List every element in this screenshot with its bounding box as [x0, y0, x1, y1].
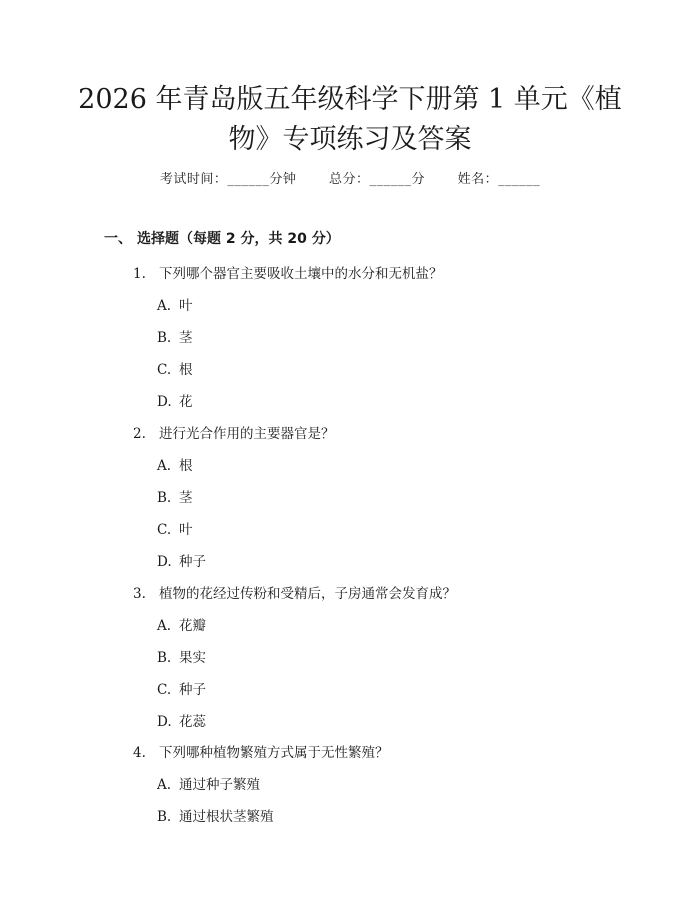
- exam-time-field: 考试时间：______分钟: [159, 172, 297, 187]
- question-1: [133, 262, 443, 282]
- option-text: 种子: [179, 554, 206, 570]
- question-1-option-b: [157, 326, 193, 346]
- option-text: 通过种子繁殖: [179, 777, 260, 793]
- question-1-option-c: [157, 358, 193, 378]
- option-letter: A.: [157, 298, 172, 314]
- question-2-option-c: [157, 518, 193, 538]
- question-3: [133, 582, 456, 602]
- option-text: 花蕊: [179, 714, 206, 730]
- question-2-option-b: [157, 486, 193, 506]
- section-number: 一、: [104, 231, 132, 247]
- option-letter: B.: [157, 809, 172, 825]
- option-text: 根: [179, 458, 193, 474]
- option-letter: C.: [157, 362, 172, 378]
- option-text: 根: [179, 362, 193, 378]
- question-number: 4.: [133, 745, 146, 761]
- option-letter: D.: [157, 714, 172, 730]
- option-text: 花瓣: [179, 618, 206, 634]
- option-letter: B.: [157, 490, 172, 506]
- option-letter: B.: [157, 650, 172, 666]
- option-text: 茎: [179, 490, 193, 506]
- total-score-field: 总分：______分: [328, 172, 425, 187]
- student-name-field: 姓名：______: [457, 172, 541, 187]
- question-1-option-a: [157, 294, 193, 314]
- question-text: 下列哪种植物繁殖方式属于无性繁殖？: [159, 745, 389, 761]
- option-text: 茎: [179, 330, 193, 346]
- option-letter: D.: [157, 394, 172, 410]
- question-3-option-c: [157, 678, 206, 698]
- question-number: 3.: [133, 586, 146, 602]
- option-letter: C.: [157, 682, 172, 698]
- option-letter: A.: [157, 458, 172, 474]
- section-heading: [104, 228, 340, 248]
- question-number: 1.: [133, 266, 146, 282]
- option-letter: A.: [157, 618, 172, 634]
- question-text: 植物的花经过传粉和受精后，子房通常会发育成？: [159, 586, 456, 602]
- document-title-line-2: 物》专项练习及答案: [228, 124, 472, 155]
- question-2: [133, 422, 335, 442]
- option-letter: D.: [157, 554, 172, 570]
- question-number: 2.: [133, 426, 146, 442]
- question-4-option-a: [157, 773, 260, 793]
- option-text: 叶: [179, 298, 193, 314]
- question-text: 下列哪个器官主要吸收土壤中的水分和无机盐？: [159, 266, 443, 282]
- question-3-option-b: [157, 646, 206, 666]
- question-1-option-d: [157, 390, 193, 410]
- option-letter: C.: [157, 522, 172, 538]
- document-title-line-1: 2026 年青岛版五年级科学下册第 1 单元《植: [78, 84, 622, 115]
- question-text: 进行光合作用的主要器官是？: [159, 426, 335, 442]
- option-text: 果实: [179, 650, 206, 666]
- exam-info: [0, 168, 700, 187]
- question-4-option-b: [157, 805, 274, 825]
- section-title: 选择题（每题 2 分，共 20 分）: [137, 231, 340, 247]
- question-3-option-d: [157, 710, 206, 730]
- option-letter: B.: [157, 330, 172, 346]
- option-text: 通过根状茎繁殖: [179, 809, 274, 825]
- question-3-option-a: [157, 614, 206, 634]
- option-letter: A.: [157, 777, 172, 793]
- option-text: 叶: [179, 522, 193, 538]
- option-text: 种子: [179, 682, 206, 698]
- question-2-option-a: [157, 454, 193, 474]
- question-4: [133, 741, 389, 761]
- question-2-option-d: [157, 550, 206, 570]
- option-text: 花: [179, 394, 193, 410]
